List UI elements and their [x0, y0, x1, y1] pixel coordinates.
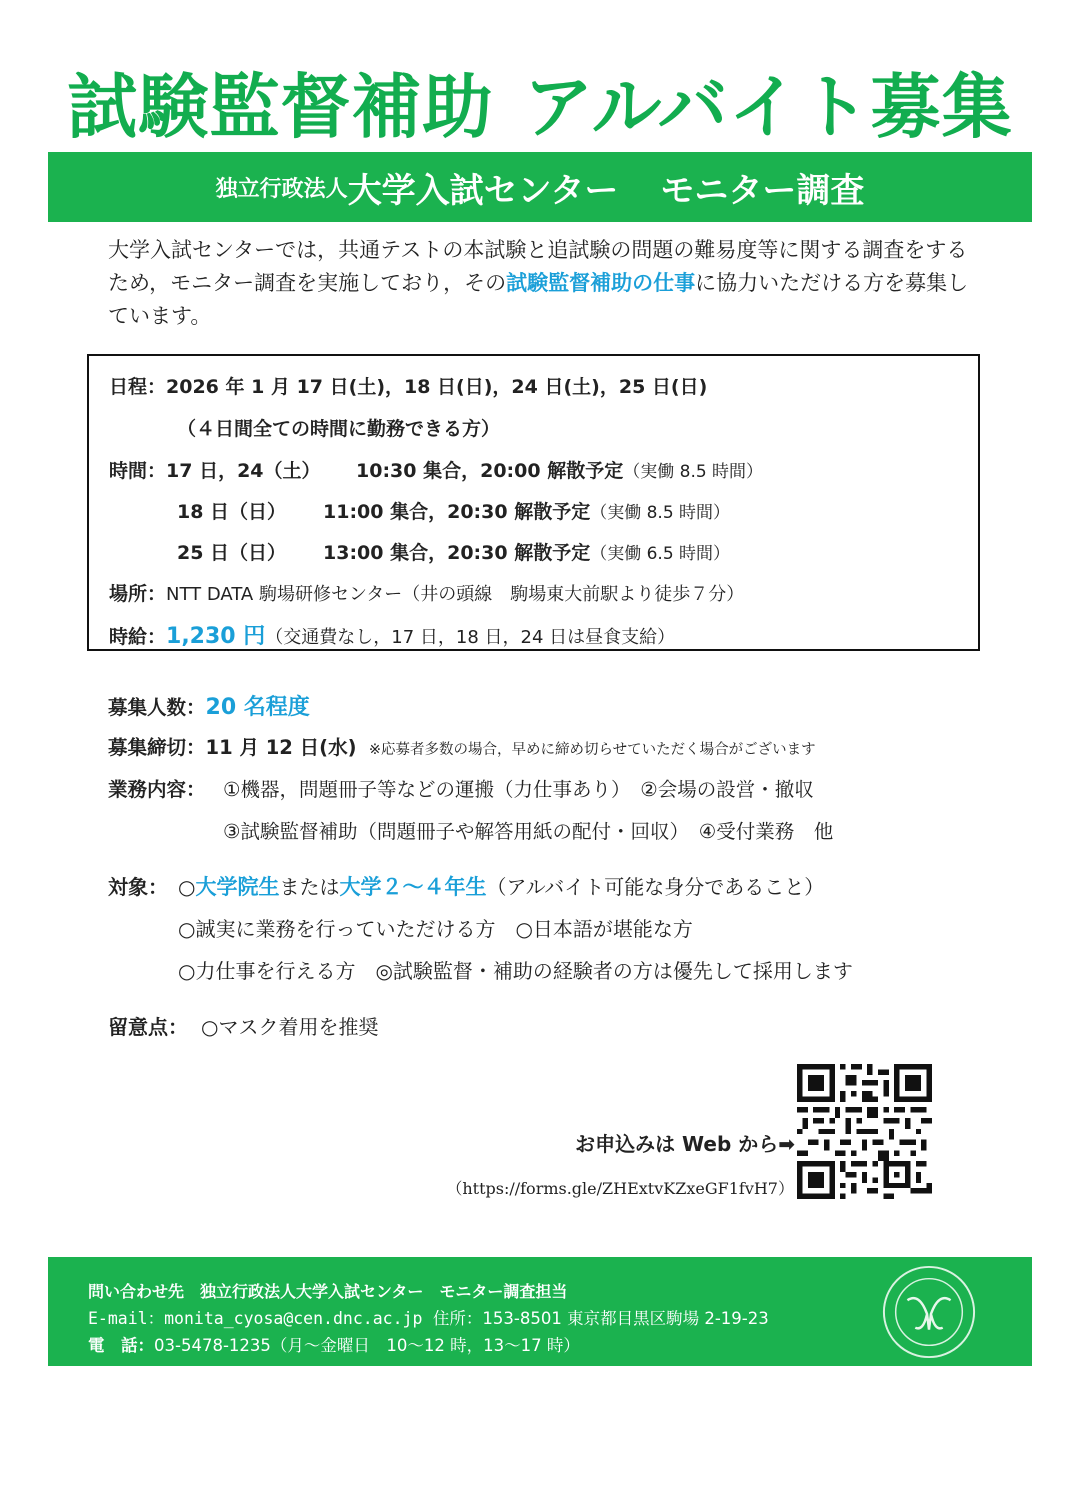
notes-row	[108, 1011, 378, 1040]
target-mark: ○	[178, 875, 196, 899]
count-value: 20 名程度	[205, 695, 310, 720]
target-or: または	[279, 875, 340, 899]
notes-label: 留意点：	[108, 1015, 188, 1039]
date-label: 日程：	[109, 376, 167, 398]
target-label: 対象：	[108, 875, 168, 899]
wage-note: （交通費なし，17 日，18 日，24 日は昼食支給）	[265, 627, 676, 648]
time-row-2	[177, 497, 730, 524]
tasks-label: 業務内容：	[108, 778, 206, 801]
intro-paragraph	[108, 234, 988, 333]
org-type: 独立行政法人	[215, 176, 348, 202]
org-name: 大学入試センター	[347, 170, 619, 211]
tasks-row	[108, 774, 814, 802]
place-row	[109, 579, 744, 606]
place-value: NTT DATA 駒場研修センター（井の頭線 駒場東大前駅より徒歩７分）	[166, 584, 745, 605]
deadline-label: 募集締切：	[108, 736, 206, 759]
intro-highlight: 試験監督補助の仕事	[506, 271, 696, 295]
time-meet: 10:30 集合，20:00 解散予定	[356, 460, 624, 482]
time-row-1	[109, 456, 763, 483]
wage-label: 時給：	[109, 626, 167, 648]
time-days: 18 日（日）	[177, 501, 287, 523]
notes-value: ○マスク着用を推奨	[201, 1015, 379, 1039]
deadline-row	[108, 732, 816, 760]
target-row	[108, 871, 824, 901]
survey-name: モニター調査	[660, 170, 865, 211]
time-meet: 11:00 集合，20:30 解散予定	[323, 501, 591, 523]
organization-banner	[48, 152, 1032, 222]
contact-email-row	[88, 1305, 769, 1329]
time-work: （実働 8.5 時間）	[590, 503, 731, 523]
date-value: 2026 年 1 月 17 日(土)，18 日(日)，24 日(土)，25 日(日)	[166, 376, 708, 398]
time-label: 時間：	[109, 460, 167, 482]
phone-label: 電 話：	[88, 1336, 154, 1355]
title-part1: 試験監督補助	[67, 66, 494, 148]
wage-row	[109, 619, 675, 650]
apply-text: お申込みは Web から➡	[575, 1132, 795, 1156]
contact-heading: 問い合わせ先 独立行政法人大学入試センター モニター調査担当	[88, 1282, 568, 1301]
postal-address: 住所：153-8501 東京都目黒区駒場 2-19-23	[432, 1309, 769, 1328]
title-part2: アルバイト募集	[523, 66, 1013, 148]
qr-code-icon[interactable]	[797, 1064, 932, 1199]
count-row	[108, 690, 310, 721]
email-address[interactable]: monita_cyosa@cen.dnc.ac.jp	[164, 1309, 423, 1328]
page-title	[0, 62, 1080, 152]
center-seal-icon	[880, 1263, 978, 1361]
contact-phone-row	[88, 1332, 580, 1356]
target-line-3: ○力仕事を行える方 ◎試験監督・補助の経験者の方は優先して採用します	[178, 959, 853, 983]
date-note: （４日間全ての時間に勤務できる方）	[177, 418, 501, 440]
apply-url[interactable]: （https://forms.gle/ZHExtvKZxeGF1fvH7）	[446, 1179, 794, 1198]
target-condition: （アルバイト可能な身分であること）	[486, 875, 825, 899]
target-undergrad: 大学２～４年生	[339, 875, 487, 899]
time-work: （実働 6.5 時間）	[590, 544, 731, 564]
deadline-note: ※応募者多数の場合，早めに締め切らせていただく場合がございます	[368, 742, 816, 758]
tasks-line-1: ①機器，問題冊子等などの運搬（力仕事あり） ②会場の設営・撤収	[223, 778, 814, 801]
count-label: 募集人数：	[108, 696, 206, 719]
time-row-3	[177, 538, 730, 565]
contact-footer	[48, 1257, 1032, 1366]
target-line-2: ○誠実に業務を行っていただける方 ○日本語が堪能な方	[178, 917, 693, 941]
deadline-value: 11 月 12 日(水)	[205, 736, 357, 759]
place-label: 場所：	[109, 583, 167, 605]
email-label: E-mail：	[88, 1309, 165, 1328]
time-work: （実働 8.5 時間）	[623, 462, 764, 482]
phone-number: 03-5478-1235（月～金曜日 10～12 時，13～17 時）	[154, 1336, 580, 1355]
target-grad: 大学院生	[195, 875, 280, 899]
intro-text-end: に協力いただける方を募集しています。	[108, 271, 969, 328]
tasks-line-2: ③試験監督補助（問題冊子や解答用紙の配付・回収） ④受付業務 他	[223, 820, 834, 843]
schedule-box	[87, 354, 980, 651]
time-days: 25 日（日）	[177, 542, 287, 564]
time-days: 17 日，24（土）	[166, 460, 321, 482]
intro-text: 大学入試センターでは，共通テストの本試験と追試験の問題の難易度等に関する調査をするため，モニター調査を実施しており，その	[108, 238, 968, 295]
date-row	[109, 372, 707, 399]
wage-value: 1,230 円	[166, 624, 266, 649]
time-meet: 13:00 集合，20:30 解散予定	[323, 542, 591, 564]
